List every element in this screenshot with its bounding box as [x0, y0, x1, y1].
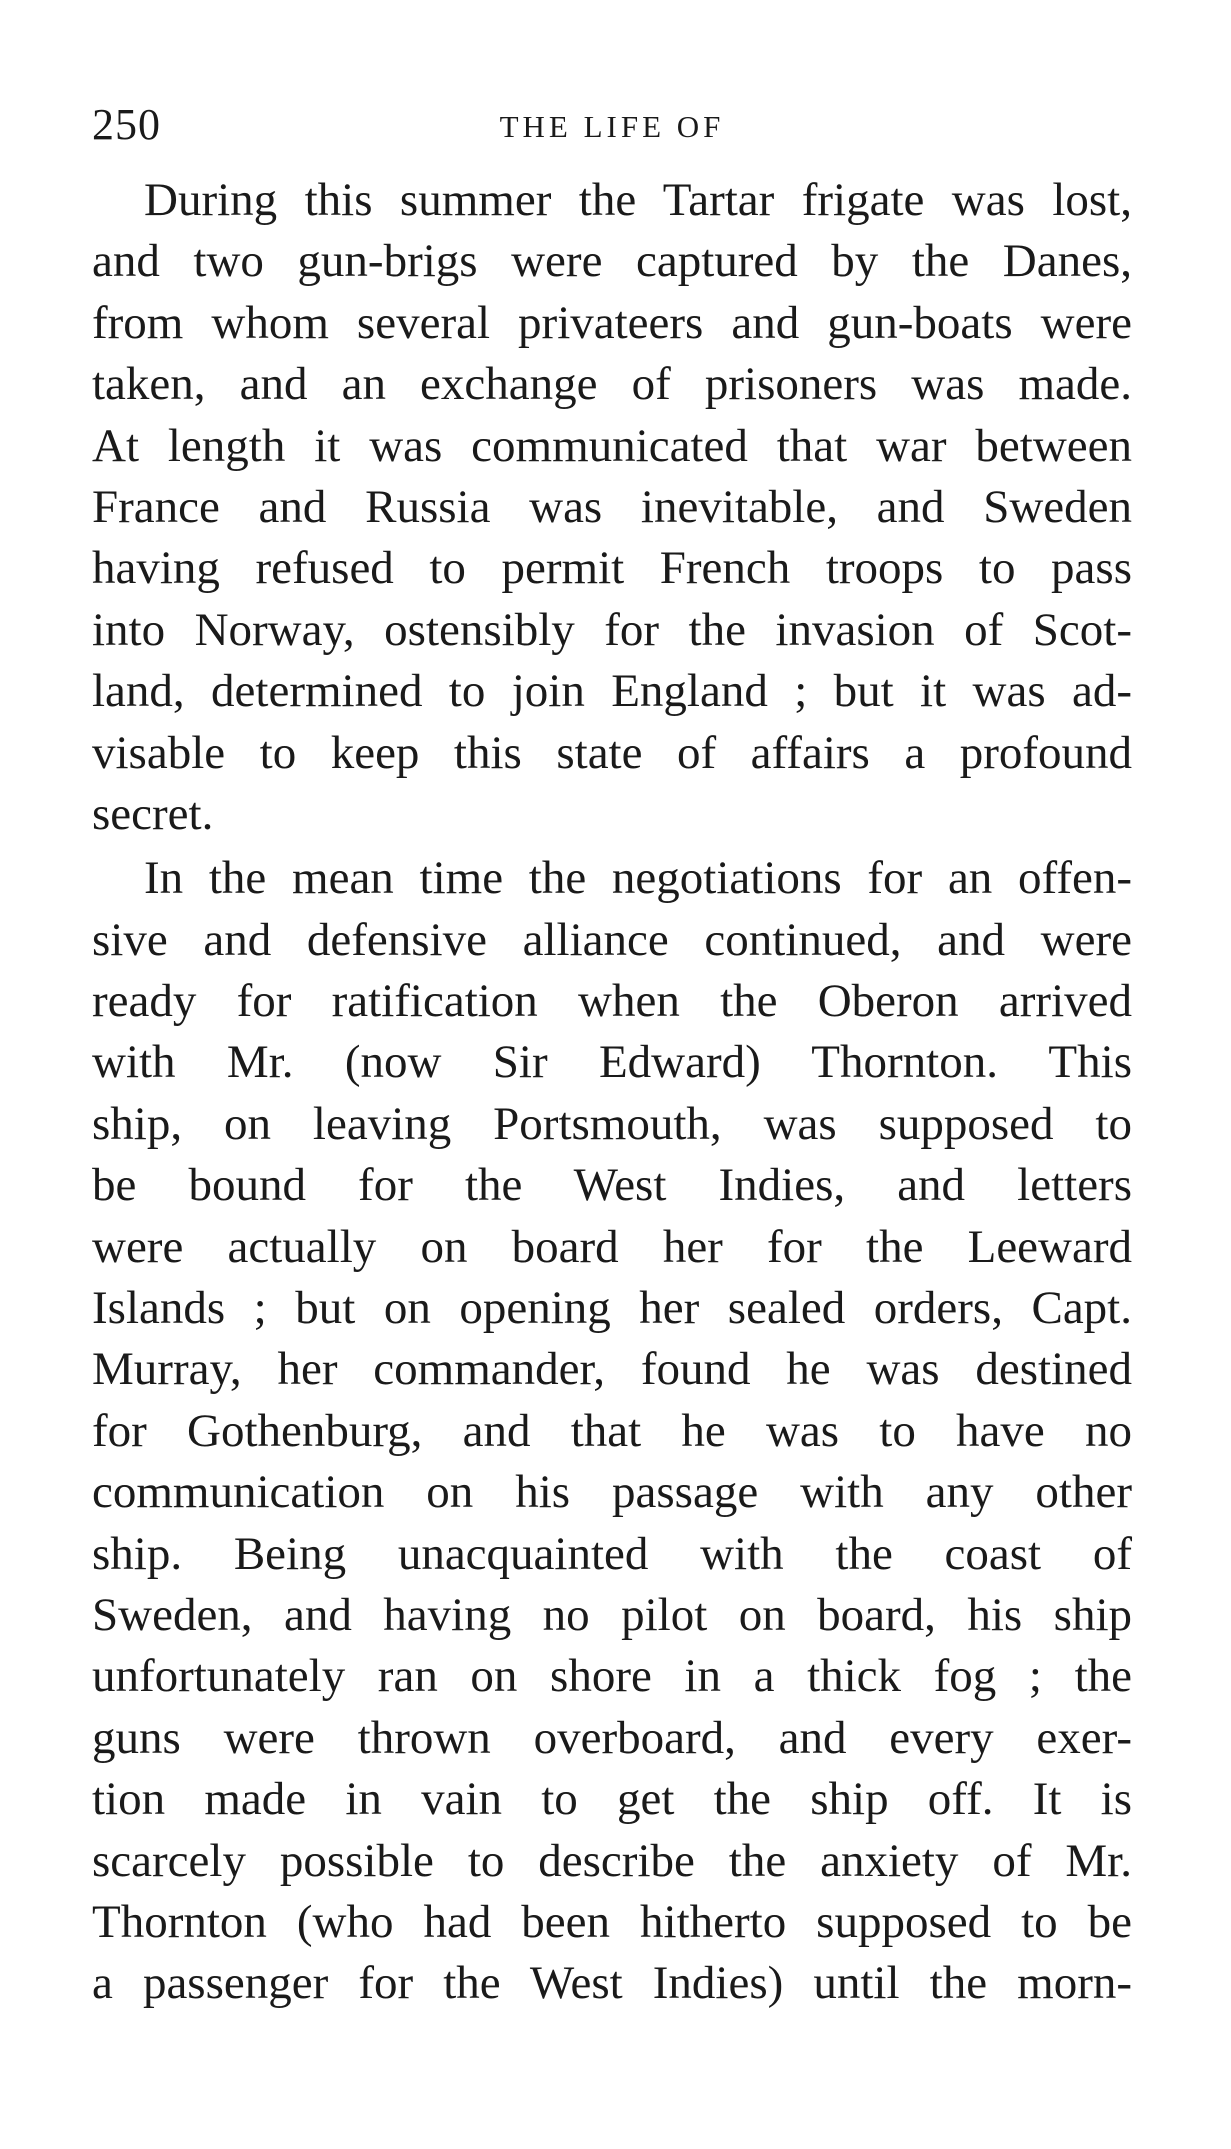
running-title: THE LIFE OF	[499, 109, 725, 144]
text-line: France and Russia was inevitable, and Sweden	[92, 480, 1132, 533]
text-line: During this summer the Tartar frigate was lost,	[144, 174, 1132, 226]
text-line: from whom several privateers and gun-boats were	[92, 296, 1132, 349]
text-line: secret.	[92, 787, 214, 840]
text-line: land, determined to join England ; but it was ad-	[92, 665, 1132, 718]
text-line: sive and defensive alliance continued, and were	[92, 913, 1132, 966]
text-line: with Mr. (now Sir Edward) Thornton. This	[92, 1036, 1132, 1089]
text-line: for Gothenburg, and that he was to have no	[92, 1404, 1132, 1457]
text-line: having refused to permit French troops to pass	[92, 542, 1132, 595]
paragraph-1	[92, 170, 1132, 845]
text-line: Islands ; but on opening her sealed orders, Capt.	[92, 1282, 1132, 1335]
text-line: communication on his passage with any other	[92, 1466, 1132, 1519]
text-line: Sweden, and having no pilot on board, his ship	[92, 1588, 1132, 1641]
text-line: Thornton (who had been hitherto supposed to be	[92, 1895, 1132, 1948]
text-line: be bound for the West Indies, and letters	[92, 1159, 1132, 1212]
text-line: In the mean time the negotiations for an offen-	[144, 852, 1132, 905]
text-line: into Norway, ostensibly for the invasion of Scot-	[92, 603, 1132, 656]
paragraph-2	[92, 848, 1132, 2014]
text-line: scarcely possible to describe the anxiety of Mr.	[92, 1834, 1132, 1887]
text-line: tion made in vain to get the ship off. It is	[92, 1773, 1132, 1826]
text-line: Murray, her commander, found he was destined	[92, 1343, 1132, 1396]
page-number: 250	[92, 100, 161, 149]
text-line: At length it was communicated that war between	[92, 419, 1132, 472]
text-line: were actually on board her for the Leeward	[92, 1220, 1132, 1273]
text-line: guns were thrown overboard, and every exer-	[92, 1711, 1132, 1764]
text-line: visable to keep this state of affairs a profound	[92, 726, 1132, 779]
text-line: unfortunately ran on shore in a thick fog ; the	[92, 1650, 1132, 1703]
text-line: ship, on leaving Portsmouth, was supposed to	[92, 1097, 1132, 1150]
text-line: a passenger for the West Indies) until the morn-	[92, 1957, 1132, 2010]
text-line: taken, and an exchange of prisoners was made.	[92, 358, 1132, 411]
running-head	[92, 95, 1132, 155]
text-line: ship. Being unacquainted with the coast of	[92, 1527, 1132, 1580]
text-line: and two gun-brigs were captured by the Danes,	[92, 235, 1132, 288]
text-line: ready for ratification when the Oberon arrived	[92, 975, 1132, 1028]
body-text	[92, 170, 1132, 2015]
